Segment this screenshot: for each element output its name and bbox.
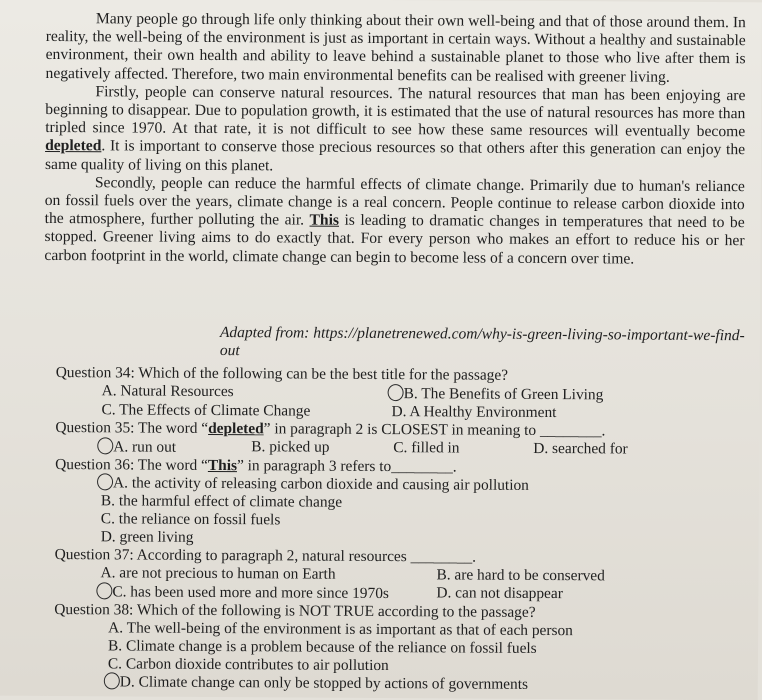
q37-option-d: D. can not disappear [436, 584, 563, 602]
q35-option-d: D. searched for [533, 439, 628, 458]
q34-option-b [392, 384, 604, 404]
q37-option-a: A. are not precious to human on Earth [100, 564, 336, 583]
q36-target-word: This [207, 456, 238, 474]
q36-stem-text-end: ” in paragraph 3 refers to________. [236, 456, 457, 476]
q35-stem-text-end: ” in paragraph 2 is CLOSEST in meaning to ________. [263, 420, 606, 440]
q36-option-a-text: A. the activity of releasing carbon dioxide and causing air pollution [112, 474, 529, 495]
circled-answer-mark [97, 474, 113, 491]
q34-option-b-text: B. The Benefits of Green Living [403, 385, 604, 404]
q34-option-c: C. The Effects of Climate Change [101, 401, 311, 420]
q36-option-b: B. the harmful effect of climate change [100, 492, 343, 512]
q38-option-d [54, 672, 744, 695]
question-37-stem: Question 37: According to paragraph 2, natural resources ________. [54, 546, 477, 566]
paragraph-3 [44, 174, 745, 269]
paragraph-1: Many people go through life only thinking about their own well-being and that of those around them. In reality, the well-being of the environment is just as important in certain ways. Without a healthy and sustainable environment, their own health and ability to leave behind a sustainable planet to those who live after them is negatively affected. Therefore, two main environmental benefits can be realised with greener living. [45, 10, 746, 86]
q36-option-d: D. green living [100, 528, 194, 547]
q38-option-b: B. Climate change is a problem because of the reliance on fossil fuels [108, 636, 537, 657]
reading-passage [44, 10, 746, 269]
q35-target-word: depleted [208, 419, 264, 438]
underlined-word-this: This [309, 211, 340, 229]
paragraph-3-text: Secondly, people can reduce the harmful effects of climate change. Primarily due to human's reliance on fossil fuels over the years, climate change is a real concern. People continue to release carbon dioxide into the atmosphere, further polluting the air. [44, 174, 745, 229]
paragraph-2-text-end: . It is important to conserve those precious resources so that others after this generation can enjoy the same quality of living on this planet. [44, 137, 746, 174]
q37-option-c [100, 582, 436, 603]
q36-option-c: C. the reliance on fossil fuels [100, 510, 281, 529]
question-38-stem: Question 38: Which of the following is NOT TRUE according to the passage? [54, 600, 536, 621]
q35-stem-text: Question 35: The word “ [55, 418, 209, 437]
question-34-stem: Question 34: Which of the following can be the best title for the passage? [55, 364, 509, 384]
q37-option-c-text: C. has been used more and more since 1970s [112, 583, 389, 602]
q35-option-b: B. picked up [251, 437, 330, 456]
passage-source: Adapted from: https://planetrenewed.com/why-is-green-living-so-important-we-find-out [219, 324, 745, 360]
q37-option-b: B. are hard to be conserved [436, 566, 605, 585]
circled-answer-mark [104, 673, 120, 690]
underlined-word-depleted: depleted [45, 137, 102, 155]
paragraph-3-text-end: is leading to dramatic changes in temperatures that need to be stopped. Greener living aims to do exactly that. For every person who makes an effort to reduce his or her carbon footprint in the world, climate change can begin to become less of a concern over time. [44, 211, 745, 268]
q38-option-d-text: D. Climate change can only be stopped by actions of governments [119, 673, 529, 694]
q38-option-a: A. The well-being of the environment is as important as that of each person [108, 619, 573, 639]
circled-answer-mark [97, 437, 113, 454]
q35-option-c: C. filled in [393, 438, 460, 457]
q35-option-a-text: A. run out [113, 437, 177, 456]
q38-option-c: C. Carbon dioxide contributes to air pollution [107, 654, 389, 674]
paragraph-2 [45, 83, 746, 178]
circled-answer-mark [388, 384, 404, 401]
q34-option-a: A. Natural Resources [101, 382, 234, 401]
q36-stem-text: Question 36: The word “ [55, 455, 208, 474]
q35-option-a [101, 437, 251, 457]
q34-option-d: D. A Healthy Environment [391, 402, 557, 421]
question-block [54, 364, 746, 696]
paragraph-2-text: Firstly, people can conserve natural resources. The natural resources that man has been enjoying are beginning to disappear. Due to population growth, it is estimated that the use of natural resources has more than tripled since 1970. At that rate, it is not difficult to see how these same resources will eventually become [45, 83, 746, 141]
circled-answer-mark [96, 582, 112, 599]
